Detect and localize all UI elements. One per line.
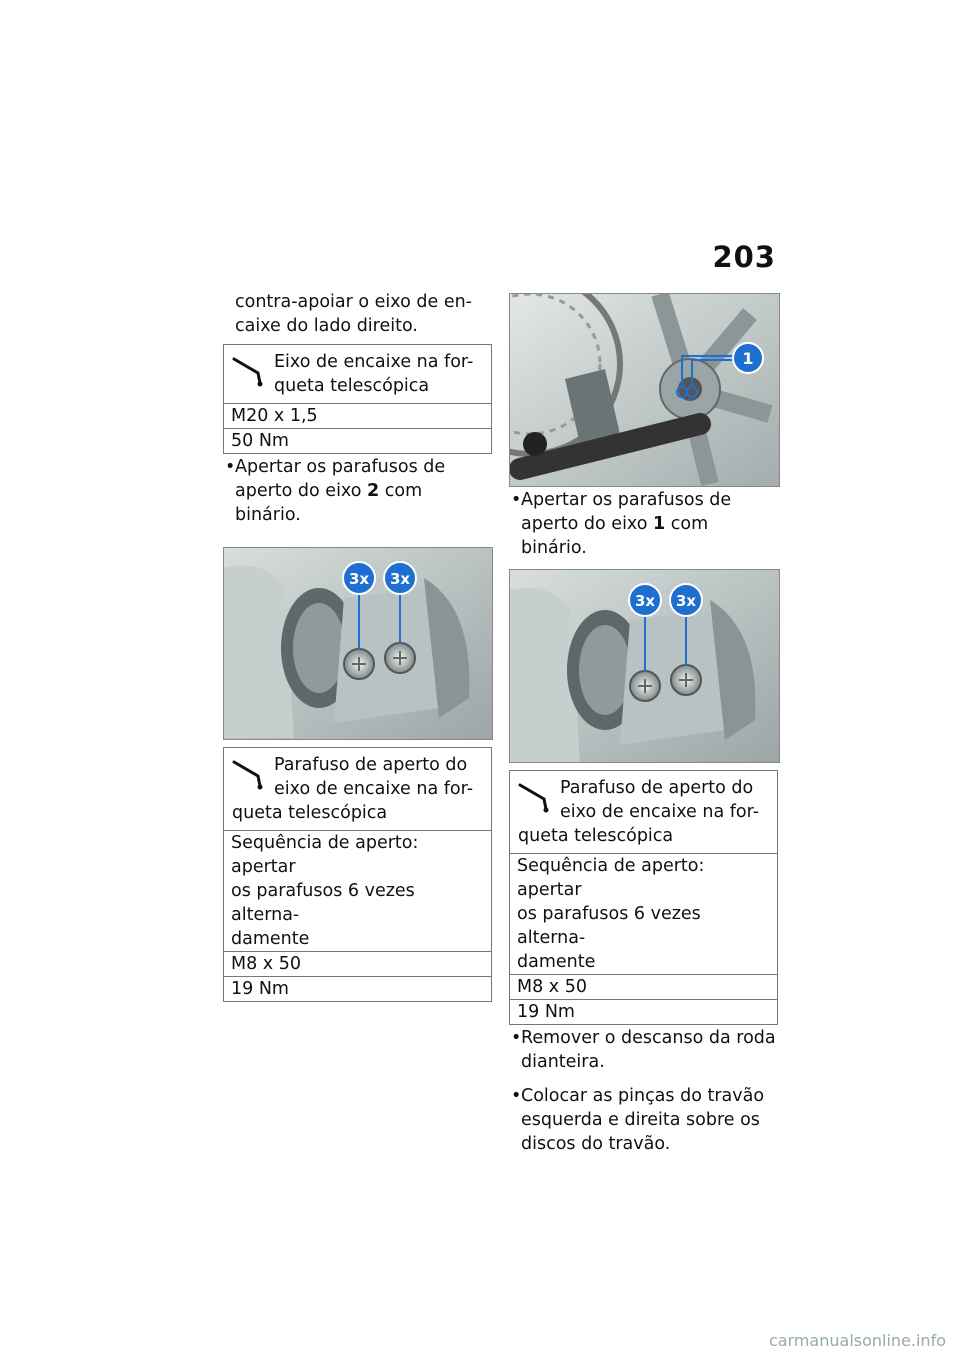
bullet-text: Apertar os parafusos de xyxy=(235,457,446,477)
bullet-dot: • xyxy=(511,1028,522,1048)
torque-spec-table xyxy=(223,344,492,454)
callout-badge xyxy=(733,343,763,373)
spec-text: os parafusos 6 vezes alterna- xyxy=(231,881,415,925)
spec-title: Eixo de encaixe na for- xyxy=(274,352,474,372)
instruction-bullet xyxy=(509,488,778,560)
spec-title: eixo de encaixe na for- xyxy=(274,779,474,799)
intro-line: caixe do lado direito. xyxy=(235,316,418,336)
bullet-text: Apertar os parafusos de xyxy=(521,490,732,510)
spec-row: M8 x 50 xyxy=(510,975,777,1000)
spec-row: 19 Nm xyxy=(224,977,491,1002)
spec-title: Parafuso de aperto do xyxy=(560,778,754,798)
intro-line: contra-apoiar o eixo de en- xyxy=(235,292,472,312)
spec-text: Sequência de aperto: apertar xyxy=(517,856,705,900)
spec-title: eixo de encaixe na for- xyxy=(560,802,760,822)
spec-row: M20 x 1,5 xyxy=(224,404,491,429)
right-column xyxy=(509,293,778,1156)
bullet-text: Remover o descanso da roda xyxy=(521,1028,776,1048)
spec-header xyxy=(224,345,491,404)
torque-wrench-icon xyxy=(232,353,268,396)
spec-row: M8 x 50 xyxy=(224,952,491,977)
instruction-bullet xyxy=(509,1084,778,1156)
spec-row: 19 Nm xyxy=(510,1000,777,1025)
spec-text: os parafusos 6 vezes alterna- xyxy=(517,904,701,948)
front-wheel-axle-photo xyxy=(509,293,780,487)
spec-sequence xyxy=(224,831,491,952)
bullet-text: Colocar as pinças do travão xyxy=(521,1086,765,1106)
torque-wrench-icon xyxy=(232,756,268,799)
callout-label: 1 xyxy=(742,349,754,368)
spec-header xyxy=(510,771,777,854)
torque-wrench-icon xyxy=(518,779,554,822)
spec-title: queta telescópica xyxy=(232,803,388,823)
bullet-text: discos do travão. xyxy=(521,1134,671,1154)
bullet-text: aperto do eixo 1 com binário. xyxy=(521,514,709,558)
bullet-dot: • xyxy=(225,457,236,477)
callout-label: 3x xyxy=(348,570,370,588)
callout-badge xyxy=(629,584,661,616)
spec-title: Parafuso de aperto do xyxy=(274,755,468,775)
spec-text: damente xyxy=(231,929,310,949)
watermark: carmanualsonline.info xyxy=(768,1331,946,1350)
spec-title: queta telescópica xyxy=(518,826,674,846)
callout-badge xyxy=(384,562,416,594)
instruction-bullet xyxy=(509,1026,778,1074)
bullet-dot: • xyxy=(511,1086,522,1106)
bullet-text: aperto do eixo 2 com binário. xyxy=(235,481,423,525)
callout-badge xyxy=(343,562,375,594)
callout-badge xyxy=(670,584,702,616)
spec-text: Sequência de aperto: apertar xyxy=(231,833,419,877)
spec-header xyxy=(224,748,491,831)
axle-clamp-bolts-photo xyxy=(509,569,780,763)
callout-label: 3x xyxy=(389,570,411,588)
bullet-text: esquerda e direita sobre os xyxy=(521,1110,760,1130)
axle-clamp-bolts-photo xyxy=(223,547,493,740)
spec-title: queta telescópica xyxy=(274,376,430,396)
spec-text: damente xyxy=(517,952,596,972)
torque-spec-table xyxy=(509,770,778,1025)
torque-spec-table xyxy=(223,747,492,1002)
callout-label: 3x xyxy=(675,592,697,610)
spec-row: 50 Nm xyxy=(224,429,491,454)
bullet-text: dianteira. xyxy=(521,1052,605,1072)
spec-sequence xyxy=(510,854,777,975)
instruction-bullet xyxy=(223,455,492,527)
page-number: 203 xyxy=(712,240,776,274)
bullet-dot: • xyxy=(511,490,522,510)
callout-label: 3x xyxy=(634,592,656,610)
left-column xyxy=(223,290,492,1002)
